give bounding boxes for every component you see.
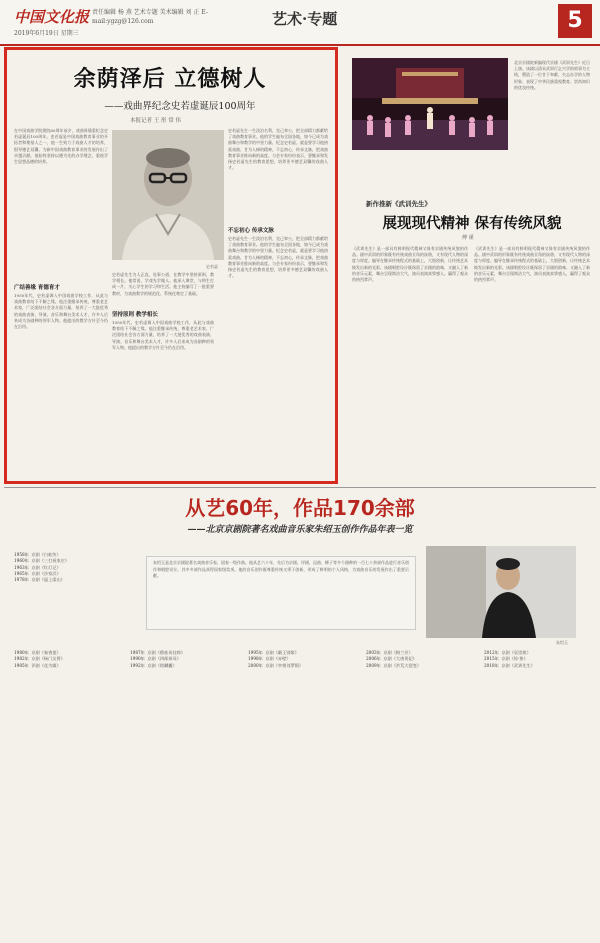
- article2-title: 展现现代精神 保有传统风貌: [382, 216, 562, 232]
- article1-title: 余荫泽后 立德树人: [73, 67, 267, 92]
- article1-col3b: 史若虚先生一生淡泊名利，克己奉公，把全部精力都献给了戏曲教育事业。他的学生遍布全国各地，如今已成为戏曲舞台和教学的中坚力量。纪念史若虚，就是要学习他热爱戏曲、甘为人梯的精神，不忘初心，传承文脉，把戏曲教育事业推向新的高度。与会专家纷纷表示，要继承和发扬史若虚先生的教育思想，培养更多德艺双馨的戏曲人才。: [228, 236, 328, 279]
- article1-subtitle: ——戏曲界纪念史若虚诞辰100周年: [104, 101, 256, 112]
- stage-photo: [352, 58, 508, 150]
- list-item: 2009年 京剧《洪荒大裂变》: [366, 662, 422, 668]
- article2-side-text: 北京京剧院新编现代京剧《武训先生》近日上演。该剧以清末武训行乞兴学的故事为主线，塑造了一位甘于奉献、矢志办学的人物形象，表现了中华民族重视教育、崇尚知识的优良传统。: [514, 60, 590, 90]
- list-item: 1963年 京剧《红灯记》: [14, 564, 61, 570]
- article3-intro: 朱绍玉是北京京剧院著名戏曲音乐家，国家一级作曲。他从艺六十年，先后为京剧、评剧、昆曲、梆子等多个剧种的一百七十余部作品进行音乐创作和唱腔设计，其中多部作品获得国家级奖项。他的音乐创作既尊重传统又勇于创新，形成了鲜明的个人风格，为戏曲音乐的发展作出了重要贡献。: [146, 556, 416, 630]
- article1-subhead-2: 坚持原则 教学相长: [112, 312, 158, 318]
- list-item: 1985年 评剧《花为媒》: [14, 662, 61, 668]
- works-list-col1b: [14, 650, 134, 669]
- article1-subhead-3: 不忘初心 传承文脉: [228, 228, 274, 234]
- portrait-photo: [112, 130, 224, 260]
- list-item: 2003年 京剧《梅兰芳》: [366, 650, 413, 655]
- list-item: 1990年 京剧《四郎探母》: [130, 656, 181, 662]
- article2-col1: 《武训先生》是一部具有鲜明现代精神又保有京剧传统风貌的作品。剧中武训的形象既有传统戏曲丑角的诙谐，又有现代人物的深度与厚度。编导在继承传统程式的基础上，大胆创新，让传统艺术焕发出新的光彩。该剧唱腔设计既保留了京剧的韵味，又融入了新的音乐元素，舞台呈现简洁大气，演员表演真挚感人，赢得了观众的热烈掌声。: [352, 246, 468, 283]
- list-item: 1982年 京剧《杨门女将》: [14, 656, 65, 662]
- masthead: [0, 0, 600, 46]
- list-item: 1978年 京剧《逼上梁山》: [14, 577, 65, 583]
- works-list-col2: [130, 650, 245, 669]
- musician-caption: 朱绍玉: [556, 640, 568, 645]
- article1-col1b: 1950年代，史若虚调入中国戏曲学校工作，从此与戏曲教育结下不解之缘。他注重继承传统，尊重老艺术家，广泛团结社会各方面力量，培养了一大批优秀的戏曲表演、导演、音乐和舞台美术人才，许多人后来成为各剧种的领军人物。他提出的教学方针至今仍在沿用。: [14, 293, 108, 330]
- musician-figure-icon: [426, 546, 576, 638]
- list-item: 1998年 京剧《赤壁》: [248, 656, 291, 662]
- article1-col3a: 史若虚先生一生淡泊名利，克己奉公，把全部精力都献给了戏曲教育事业。他的学生遍布全国各地，如今已成为戏曲舞台和教学的中坚力量。纪念史若虚，就是要学习他热爱戏曲、甘为人梯的精神，不忘初心，传承文脉，把戏曲教育事业推向新的高度。与会专家纷纷表示，要继承和发扬史若虚先生的教育思想，培养更多德艺双馨的戏曲人才。: [228, 128, 328, 171]
- works-list-col5: [484, 650, 590, 669]
- issue-date: 2019年6月19日 星期三: [14, 30, 79, 37]
- newspaper-logo: 中国文化报: [14, 8, 90, 26]
- article1-col2a: 史若虚先生为人正直，处事公道，在教学中坚持原则，教学相长。他常说，学戏先学做人。他深入课堂，与师生打成一片，关心学生的学习和生活。他主持编写了一批重要教材，为戏曲教学的规范化、系统化奠定了基础。: [112, 272, 214, 296]
- article3-subtitle: ——北京京剧院著名戏曲音乐家朱绍玉创作作品年表一览: [187, 525, 413, 535]
- list-item: 1980年 京剧《秦香莲》: [14, 650, 61, 655]
- works-list-col1: [14, 552, 134, 583]
- works-list-col4: [366, 650, 481, 669]
- list-item: 1965年 京剧《沙家浜》: [14, 570, 61, 576]
- section-title: 艺术·专题: [272, 10, 338, 28]
- list-item: 1987年 京剧《穆桂英挂帅》: [130, 650, 186, 655]
- list-item: 2018年 京剧《武训先生》: [484, 662, 535, 668]
- article1-col1: 在中国戏曲学院建院60周年前夕，戏曲界隆重纪念史若虚诞辰100周年。史若虚是中国戏曲教育事业的开拓者和奠基人之一，他一生致力于戏曲人才的培养，倡导德艺双馨，为新中国戏曲教育事业的发展作出了卓越贡献。他始终坚持以德为先的办学理念，重视学生思想品德的培养。: [14, 128, 108, 165]
- section-divider: [4, 487, 596, 488]
- stage-scene-icon: [352, 58, 508, 150]
- portrait-figure-icon: [112, 130, 224, 260]
- article1-byline: 本报记者 王 彤 常 伟: [130, 118, 181, 124]
- article2-col2: 《武训先生》是一部具有鲜明现代精神又保有京剧传统风貌的作品。剧中武训的形象既有传统戏曲丑角的诙谐，又有现代人物的深度与厚度。编导在继承传统程式的基础上，大胆创新，让传统艺术焕发出新的光彩。该剧唱腔设计既保留了京剧的韵味，又融入了新的音乐元素，舞台呈现简洁大气，演员表演真挚感人，赢得了观众的热烈掌声。: [474, 246, 590, 283]
- list-item: 1992年 京剧《锁麟囊》: [130, 662, 177, 668]
- article1-col2b: 1950年代，史若虚调入中国戏曲学校工作，从此与戏曲教育结下不解之缘。他注重继承传统，尊重老艺术家，广泛团结社会各方面力量，培养了一大批优秀的戏曲表演、导演、音乐和舞台美术人才，许多人后来成为各剧种的领军人物。他提出的教学方针至今仍在沿用。: [112, 320, 214, 350]
- editor-info: 责任编辑 杨 燕 艺术专题 美术编辑 刘 正 E-mail:ygzg@126.com: [92, 9, 208, 25]
- article2-kicker: 新作推新《武训先生》: [366, 200, 431, 208]
- portrait-caption: 史若虚: [206, 264, 218, 269]
- list-item: 1995年 京剧《霸王别姬》: [248, 650, 299, 655]
- article1-subhead-1: 广结善缘 育德育才: [14, 285, 60, 291]
- list-item: 2000年 京剧《宰相刘罗锅》: [248, 662, 304, 668]
- list-item: 2012年 京剧《袁崇焕》: [484, 650, 531, 655]
- article2-author: 傅 谨: [462, 235, 474, 241]
- list-item: 1960年 京剧《三打祝家庄》: [14, 558, 70, 564]
- article3-title: 从艺60年，作品170余部: [185, 496, 415, 520]
- list-item: 2015年 京剧《惊·蛰》: [484, 656, 528, 662]
- list-item: 2006年 京剧《大唐贵妃》: [366, 656, 417, 662]
- musician-photo: [426, 546, 576, 638]
- page-number: 5: [558, 4, 592, 38]
- list-item: 1958年 京剧《白蛇传》: [14, 552, 61, 557]
- works-list-col3: [248, 650, 363, 669]
